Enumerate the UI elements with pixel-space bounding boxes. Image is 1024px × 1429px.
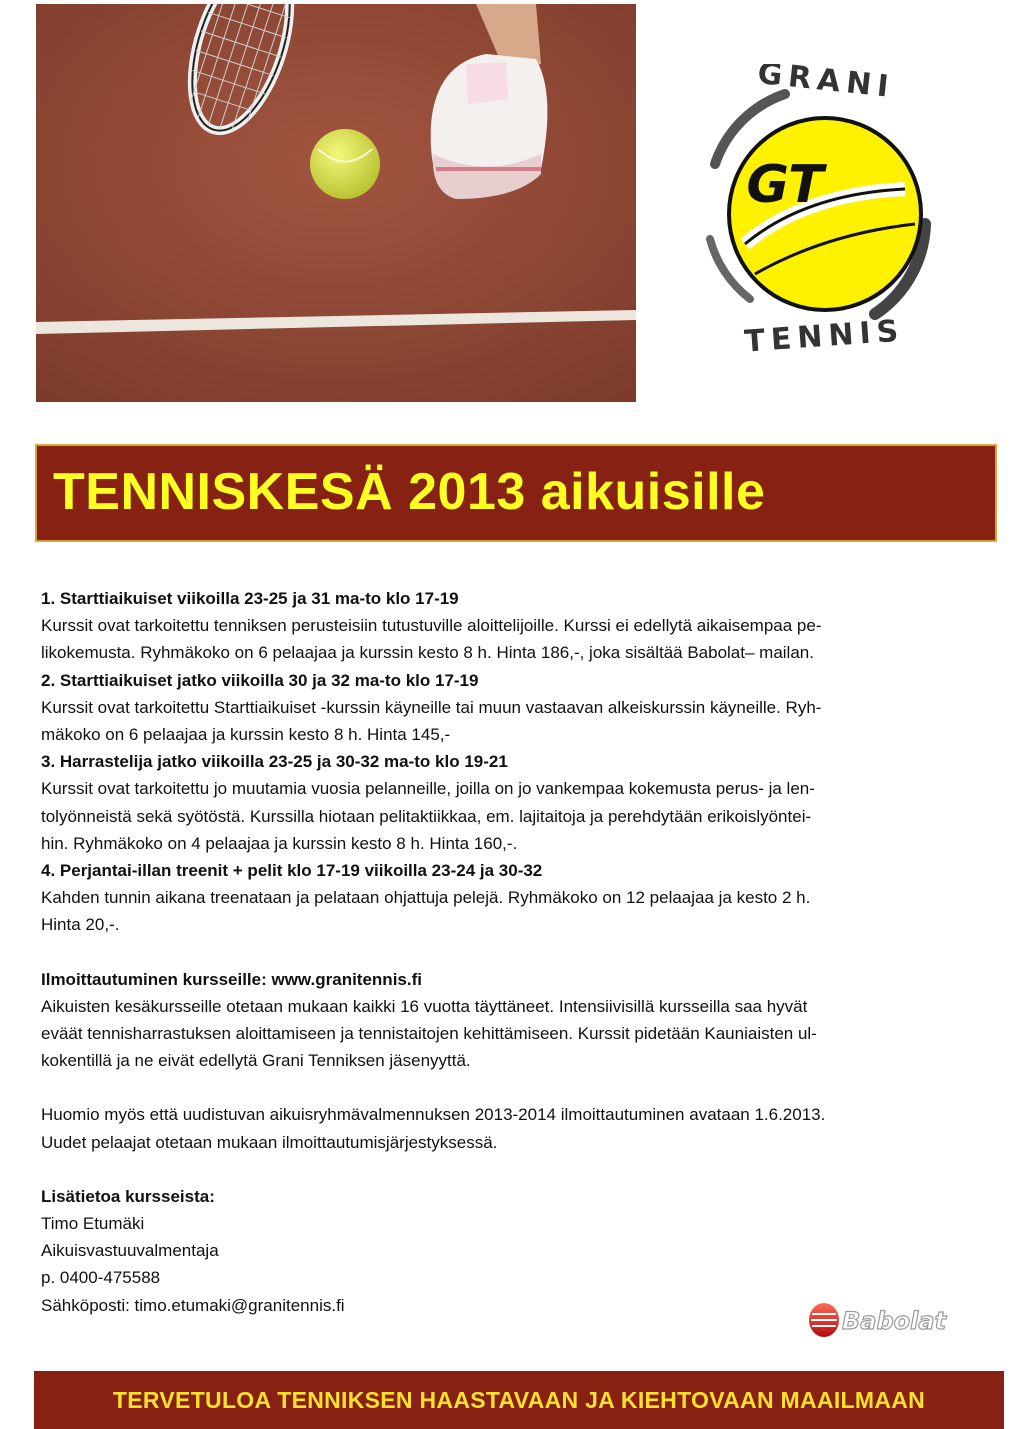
logo-bottom-text: TENNIS [743,313,906,360]
logo-center-text: GT [746,155,824,215]
spacer [41,1156,1001,1183]
babolat-logo-graphic [806,1300,978,1340]
registration-text-line: kokentillä ja ne eivät edellytä Grani Tenniksen jäsenyyttä. [41,1051,471,1071]
notice-text-line: Uudet pelaajat otetaan mukaan ilmoittautumisjärjestyksessä. [41,1132,498,1152]
course-3-text-line: Kurssit ovat tarkoitettu jo muutamia vuosia pelanneille, joilla on jo vankempaa kokemusta perus- ja len- [41,779,815,799]
footer-text: TERVETULOA TENNIKSEN HAASTAVAAN JA KIEHTOVAAN MAAILMAAN [112,1386,926,1413]
tennis-court-photo [36,4,636,402]
course-4-heading: 4. Perjantai-illan treenit + pelit klo 17-19 viikoilla 23-24 ja 30-32 [41,861,543,881]
contact-email: Sähköposti: timo.etumaki@granitennis.fi [41,1295,345,1315]
course-4-text-line: Kahden tunnin aikana treenataan ja pelataan ohjattuja pelejä. Ryhmäkoko on 12 pelaajaa ja kesto 2 h. [41,888,811,908]
logo-top-text: GRANI [755,64,897,106]
course-3-heading: 3. Harrastelija jatko viikoilla 23-25 ja 30-32 ma-to klo 19-21 [41,752,508,772]
spacer [41,1074,1001,1101]
babolat-text: Babolat [842,1307,947,1335]
course-3-text-line: hin. Ryhmäkoko on 4 pelaajaa ja kurssin kesto 8 h. Hinta 160,-. [41,833,518,853]
course-1-text-line: Kurssit ovat tarkoitettu tenniksen perusteisiin tutustuville aloittelijoille. Kurssi ei edellytä aikaisempaa pe- [41,616,822,636]
course-1-heading: 1. Starttiaikuiset viikoilla 23-25 ja 31 ma-to klo 17-19 [41,589,459,608]
course-1-text-line: likokemusta. Ryhmäkoko on 6 pelaajaa ja kurssin kesto 8 h. Hinta 186,-, joka sisältää Babolat– mailan. [41,643,814,663]
registration-heading: Ilmoittautuminen kursseille: www.granitennis.fi [41,969,422,989]
contact-phone: p. 0400-475588 [41,1268,161,1288]
course-2-heading: 2. Starttiaikuiset jatko viikoilla 30 ja 32 ma-to klo 17-19 [41,670,479,690]
contact-heading: Lisätietoa kursseista: [41,1186,215,1206]
registration-text-line: Aikuisten kesäkursseille otetaan mukaan kaikki 16 vuotta täyttäneet. Intensiivisillä kursseilla saa hyvät [41,996,808,1016]
contact-role: Aikuisvastuuvalmentaja [41,1241,219,1261]
title-banner [35,444,997,542]
course-2-text-line: mäkoko on 6 pelaajaa ja kurssin kesto 8 h. Hinta 145,- [41,725,451,745]
course-3-text-line: tolyönneistä sekä syötöstä. Kurssilla hiotaan pelitaktiikkaa, em. lajitaitoja ja perehdytään erikoislyöntei- [41,806,812,826]
footer-banner [34,1371,1004,1429]
tennis-court-illustration [36,4,636,402]
main-content [41,585,1001,1319]
grani-tennis-logo [675,64,973,360]
spacer [41,939,1001,966]
course-2-text-line: Kurssit ovat tarkoitettu Starttiaikuiset -kurssin käyneille tai muun vastaavan alkeiskurssin käyneille. Ryh- [41,697,822,717]
notice-text-line: Huomio myös että uudistuvan aikuisryhmävalmennuksen 2013-2014 ilmoittautuminen avataan 1.6.2013. [41,1105,826,1125]
contact-name: Timo Etumäki [41,1214,145,1234]
page-title: TENNISKESÄ 2013 aikuisille [53,463,766,521]
logo-graphic [675,64,973,360]
course-4-text-line: Hinta 20,-. [41,915,120,935]
babolat-logo [806,1300,978,1340]
registration-text-line: eväät tennisharrastuksen aloittamiseen ja tennistaitojen kehittämiseen. Kurssit pidetään Kauniaisten ul- [41,1024,817,1044]
